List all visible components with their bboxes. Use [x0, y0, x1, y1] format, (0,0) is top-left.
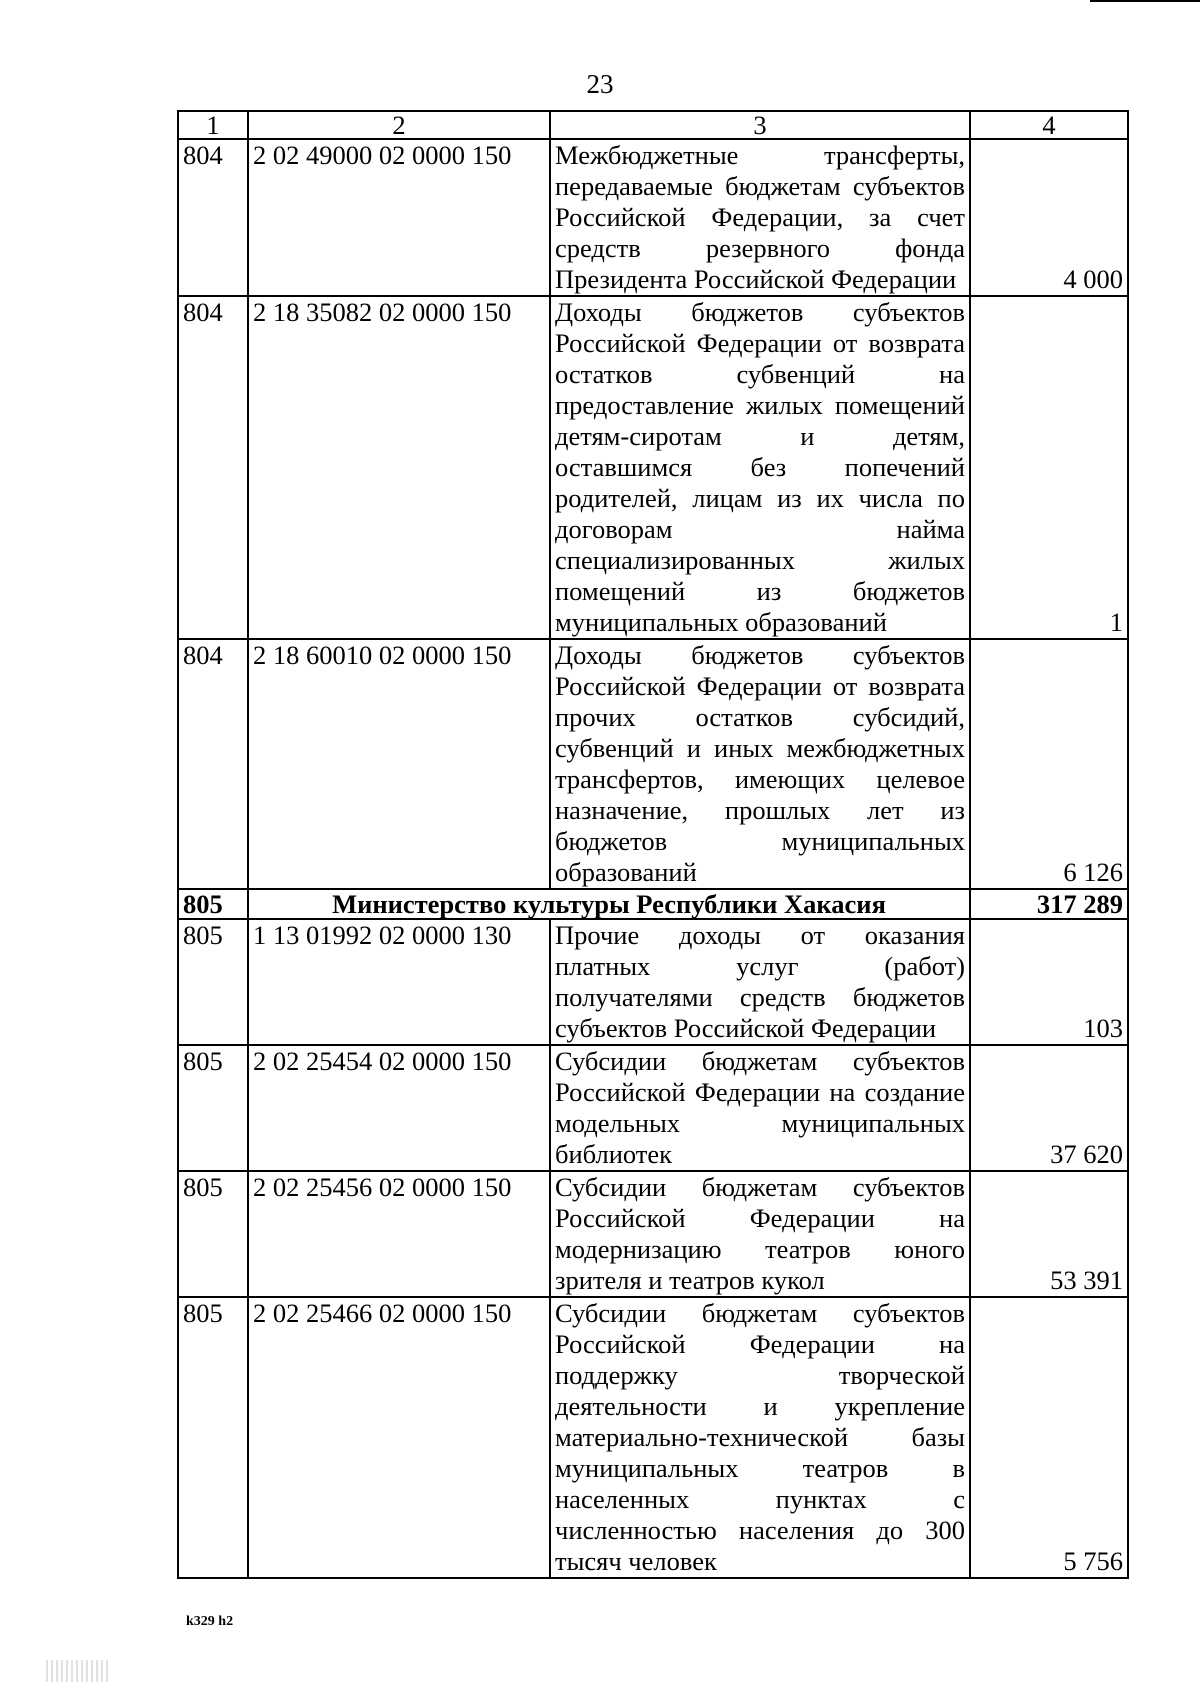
revenue-description: Межбюджетные трансферты, передаваемые бюджетам субъектов Российской Федерации, за счет средств резервного фонда Президента Российской Федерации [550, 139, 970, 296]
ministry-row [178, 889, 1128, 919]
scan-edge-rule [1090, 0, 1200, 2]
column-number-row [178, 111, 1128, 139]
admin-code: 805 [178, 1171, 248, 1297]
table-row [178, 1045, 1128, 1171]
table-row [178, 1171, 1128, 1297]
page-number: 23 [586, 69, 614, 99]
ministry-total: 317 289 [970, 889, 1128, 919]
column-header-3: 3 [550, 111, 970, 139]
admin-code: 805 [178, 1045, 248, 1171]
table-row [178, 639, 1128, 889]
admin-code: 804 [178, 296, 248, 639]
document-code: k329 h2 [186, 1614, 234, 1629]
admin-code: 805 [178, 919, 248, 1045]
amount: 37 620 [970, 1045, 1128, 1171]
admin-code: 805 [178, 1297, 248, 1578]
amount: 1 [970, 296, 1128, 639]
table-row [178, 296, 1128, 639]
amount: 6 126 [970, 639, 1128, 889]
table-row [178, 919, 1128, 1045]
revenue-code: 2 18 60010 02 0000 150 [248, 639, 550, 889]
admin-code: 804 [178, 639, 248, 889]
revenue-description: Субсидии бюджетам субъектов Российской Федерации на поддержку творческой деятельности и укрепление материально-технической базы муниципальных театров в населенных пунктах с численностью населения до 300 тысяч человек [550, 1297, 970, 1578]
revenue-code: 1 13 01992 02 0000 130 [248, 919, 550, 1045]
revenue-code: 2 02 49000 02 0000 150 [248, 139, 550, 296]
table-row [178, 139, 1128, 296]
ministry-name: Министерство культуры Республики Хакасия [248, 889, 970, 919]
revenue-description: Доходы бюджетов субъектов Российской Федерации от возврата остатков субвенций на предоставление жилых помещений детям-сиротам и детям, оставшимся без попечений родителей, лицам из их числа по договорам найма специализированных жилых помещений из бюджетов муниципальных образований [550, 296, 970, 639]
revenue-code: 2 02 25454 02 0000 150 [248, 1045, 550, 1171]
column-header-2: 2 [248, 111, 550, 139]
revenue-description: Субсидии бюджетам субъектов Российской Федерации на создание модельных муниципальных библиотек [550, 1045, 970, 1171]
revenue-description: Субсидии бюджетам субъектов Российской Федерации на модернизацию театров юного зрителя и театров кукол [550, 1171, 970, 1297]
revenue-code: 2 02 25456 02 0000 150 [248, 1171, 550, 1297]
column-header-1: 1 [178, 111, 248, 139]
table-row [178, 1297, 1128, 1578]
revenue-code: 2 18 35082 02 0000 150 [248, 296, 550, 639]
admin-code: 804 [178, 139, 248, 296]
revenue-description: Доходы бюджетов субъектов Российской Федерации от возврата прочих остатков субсидий, субвенций и иных межбюджетных трансфертов, имеющих целевое назначение, прошлых лет из бюджетов муниципальных образований [550, 639, 970, 889]
scan-artifact [46, 1660, 110, 1682]
amount: 4 000 [970, 139, 1128, 296]
revenue-description: Прочие доходы от оказания платных услуг (работ) получателями средств бюджетов субъектов Российской Федерации [550, 919, 970, 1045]
revenue-code: 2 02 25466 02 0000 150 [248, 1297, 550, 1578]
amount: 103 [970, 919, 1128, 1045]
column-header-4: 4 [970, 111, 1128, 139]
admin-code: 805 [178, 889, 248, 919]
amount: 5 756 [970, 1297, 1128, 1578]
amount: 53 391 [970, 1171, 1128, 1297]
revenue-table [177, 110, 1129, 1579]
